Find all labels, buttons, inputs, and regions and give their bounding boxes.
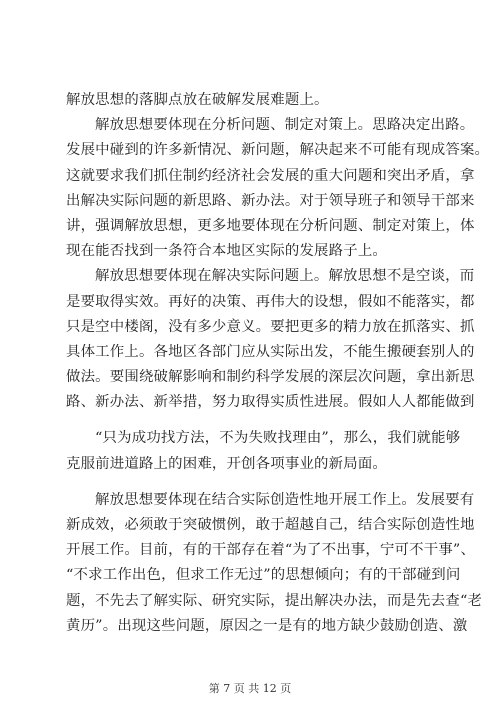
- document-body: [66, 88, 490, 639]
- text-line: 讲，强调解放思想，更多地要体现在分析问题、制定对策上，体: [66, 217, 475, 234]
- text-line: 出解决实际问题的新思路、新办法。对于领导班子和领导干部来: [66, 192, 475, 209]
- text-line: 克服前进道路上的困难，开创各项事业的新局面。: [66, 455, 387, 472]
- text-line: 新成效，必须敢于突破惯例，敢于超越自己，结合实际创造性地: [66, 517, 475, 533]
- text-line: 路、新办法、新举措，努力取得实质性进展。假如人人都能做到: [66, 394, 475, 411]
- text-line: 做法。要围绕破解影响和制约科学发展的深层次问题，拿出新思: [66, 369, 475, 386]
- text-line: 这就要求我们抓住制约经济社会发展的重大问题和突出矛盾，拿: [66, 167, 475, 184]
- text-line: 解放思想要体现在分析问题、制定对策上。思路决定出路。: [95, 117, 475, 134]
- text-line: 解放思想要体现在解决实际问题上。解放思想不是空谈，而: [95, 268, 475, 285]
- text-line: 题，不先去了解实际、研究实际，提出解决办法，而是先去查“老: [66, 592, 483, 609]
- text-line: 具体工作上。各地区各部门应从实际出发，不能生搬硬套别人的: [66, 343, 475, 360]
- text-line: “只为成功找方法，不为失败找理由”，那么，我们就能够: [95, 430, 461, 447]
- text-line: 开展工作。目前，有的干部存在着“为了不出事，宁可不干事”、: [66, 542, 476, 559]
- text-line: 解放思想的落脚点放在破解发展难题上。: [66, 92, 329, 108]
- text-line: 是要取得实效。再好的决策、再伟大的设想，假如不能落实，都: [66, 293, 475, 310]
- text-line: 发展中碰到的许多新情况、新问题，解决起来不可能有现成答案。: [66, 142, 490, 159]
- page-footer: 第 7 页 共 12 页: [208, 682, 292, 695]
- text-line: 现在能否找到一条符合本地区实际的发展路子上。: [66, 243, 387, 260]
- text-line: 解放思想要体现在结合实际创造性地开展工作上。发展要有: [95, 491, 475, 508]
- text-line: 只是空中楼阁，没有多少意义。要把更多的精力放在抓落实、抓: [66, 318, 475, 335]
- text-line: “不求工作出色，但求工作无过”的思想倾向；有的干部碰到问: [66, 567, 461, 584]
- text-line: 黄历”。出现这些问题，原因之一是有的地方缺少鼓励创造、激: [66, 617, 468, 634]
